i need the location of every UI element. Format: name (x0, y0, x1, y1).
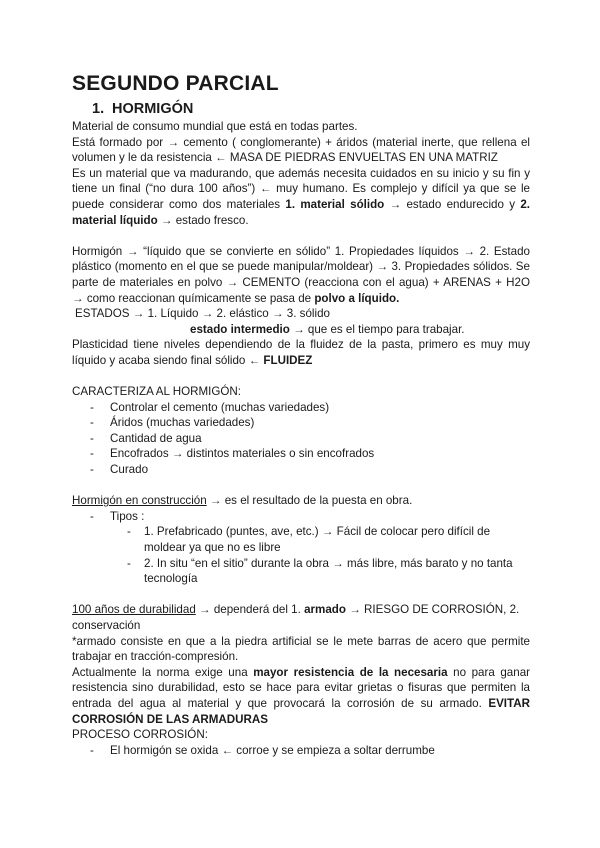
section-number: 1. (92, 101, 105, 117)
list-item: - Encofrados → distintos materiales o sin encofrados (72, 446, 530, 462)
estado-intermedio-line (72, 322, 530, 338)
bold-text: estado intermedio (190, 322, 290, 336)
text: Actualmente la norma exige una (72, 665, 254, 679)
paragraph: Material de consumo mundial que está en todas partes. (72, 120, 358, 133)
caracteriza-heading: CARACTERIZA AL HORMIGÓN: (72, 385, 241, 399)
list-item: - 2. In situ “en el sitio” durante la obra → más libre, más barato y no tanta tecnología (72, 556, 530, 587)
list-item: - 1. Prefabricado (puntes, ave, etc.) → Fácil de colocar pero difícil de moldear ya que no es libre (72, 524, 530, 555)
tipos-label: - Tipos : (72, 509, 530, 525)
section-heading (92, 101, 193, 117)
list-item: - Áridos (muchas variedades) (72, 415, 530, 431)
list-item: - El hormigón se oxida ← corroe y se empieza a soltar derrumbe (72, 743, 530, 759)
estados-line: ESTADOS → 1. Líquido → 2. elástico → 3. sólido (75, 307, 330, 321)
tipos-list (72, 524, 530, 586)
construccion-line (72, 493, 530, 509)
list-item: - Cantidad de agua (72, 431, 530, 447)
section-title: HORMIGÓN (112, 101, 194, 117)
underlined-text: Hormigón en construcción (72, 494, 207, 508)
bold-text: polvo a líquido. (314, 291, 400, 305)
bold-text: 2. material líquido (72, 197, 530, 227)
bold-text: FLUIDEZ (263, 353, 313, 367)
paragraph (72, 665, 530, 727)
bold-text: armado (304, 603, 346, 617)
underlined-text: 100 años de durabilidad (72, 603, 196, 617)
bold-text: 1. material sólido (285, 197, 385, 211)
durabilidad-line (72, 602, 530, 633)
paragraph (72, 166, 530, 228)
bold-text: EVITAR CORROSIÓN DE LAS ARMADURAS (72, 696, 530, 726)
list-item: - Curado (72, 462, 530, 478)
bold-text: mayor resistencia de la necesaria (253, 665, 448, 679)
text: → que es el tiempo para trabajar. (289, 322, 465, 336)
list-item: - Controlar el cemento (muchas variedades) (72, 400, 530, 416)
text: no para ganar resistencia sino durabilidad, esto se hace para evitar grietas o fisuras que permiten la entrada del agua al material y que provocará la corrosión de su armado. (72, 665, 531, 710)
text: → dependerá del 1. (195, 603, 305, 617)
text: Hormigón → “líquido que se convierte en sólido” 1. Propiedades líquidos → 2. Estado plástico (momento en el que se puede manipular/moldear) → 3. Propiedades sólidos. Se parte de materiales en polvo → CEMENTO (reacciona con el agua) + ARENAS + H2O → como reaccionan químicamente se pasa de (72, 244, 530, 305)
text: → es el resultado de la puesta en obra. (206, 494, 413, 508)
paragraph: *armado consiste en que a la piedra artificial se le mete barras de acero que permite trabajar en tracción-compresión. (72, 634, 530, 664)
caracteriza-list (72, 400, 530, 478)
paragraph: Está formado por → cemento ( conglomerante) + áridos (material inerte, que rellena el volumen y le da resistencia ← MASA DE PIEDRAS ENVUELTAS EN UNA MATRIZ (72, 135, 530, 165)
text: → estado fresco. (157, 213, 249, 227)
proceso-heading: PROCESO CORROSIÓN: (72, 728, 208, 742)
paragraph (72, 337, 530, 368)
document-body (72, 119, 530, 758)
paragraph (72, 244, 530, 306)
proceso-list (72, 743, 530, 759)
document-title: SEGUNDO PARCIAL (72, 72, 279, 95)
text: → estado endurecido y (384, 197, 521, 211)
text: Plasticidad tiene niveles dependiendo de la fluidez de la pasta, primero es muy muy líquido y acaba siendo final sólido ← (72, 338, 530, 367)
text: → RIESGO DE CORROSIÓN, 2. conservación (72, 603, 520, 632)
text: Es un material que va madurando, que además necesita cuidados en su inicio y su fin y tiene un final (“no dura 100 años”) ← muy humano. Es complejo y difícil ya que se le puede considerar como dos materiales (72, 166, 530, 211)
